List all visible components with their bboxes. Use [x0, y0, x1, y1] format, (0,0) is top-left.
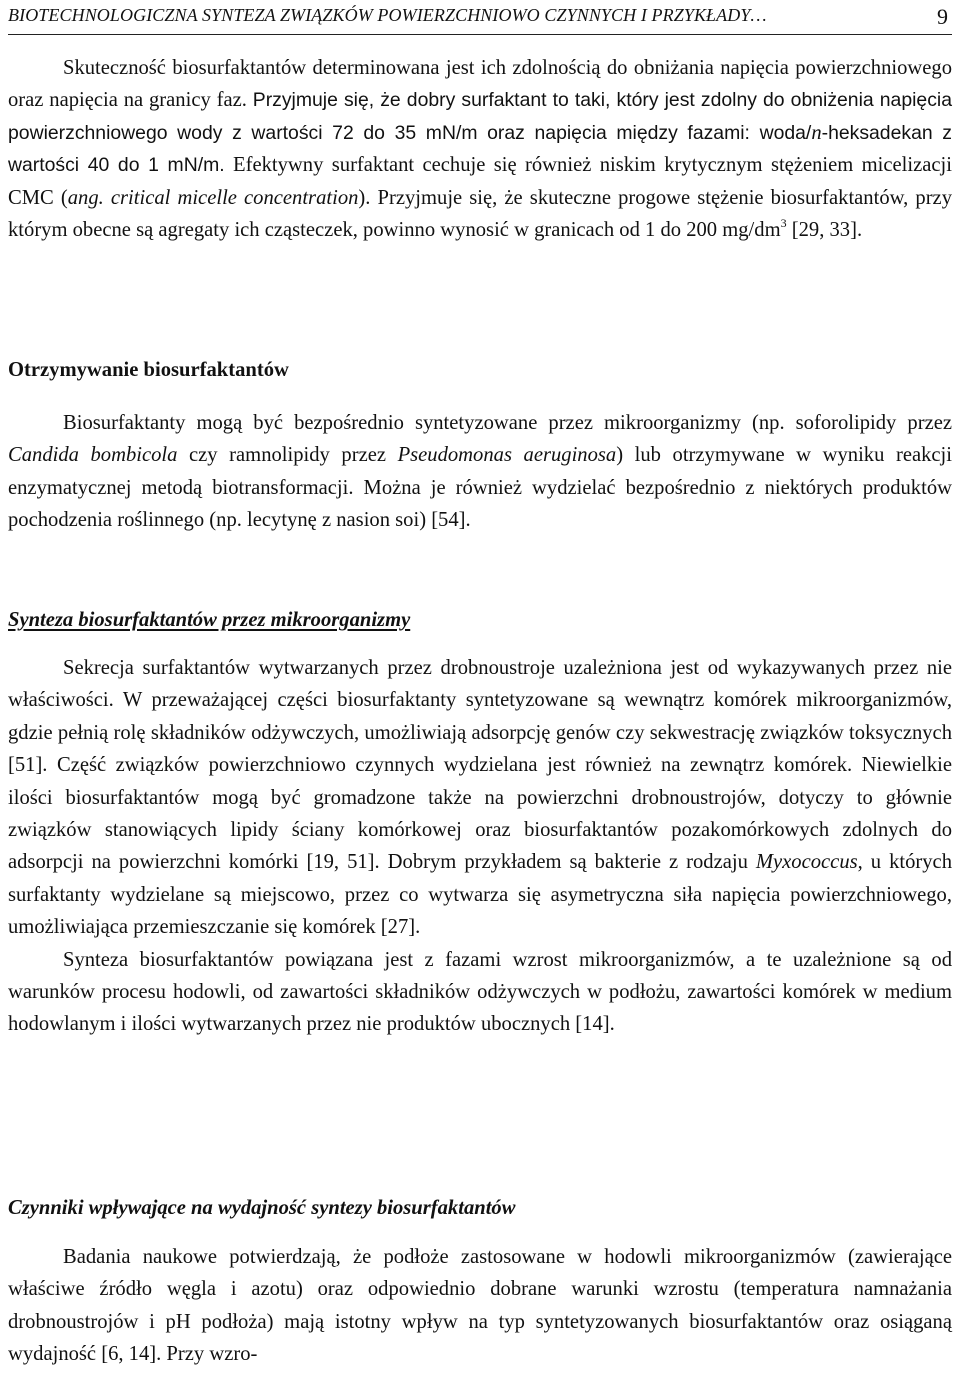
section-obtaining [8, 354, 952, 386]
section-factors [8, 1192, 952, 1224]
heading-factors: Czynniki wpływające na wydajność syntezy biosurfaktantów [8, 1197, 516, 1219]
heading-synthesis: Synteza biosurfaktantów przez mikroorganizmy [8, 609, 411, 631]
section-synthesis-body [8, 652, 952, 1041]
paragraph-effectiveness: Skuteczność biosurfaktantów determinowana jest ich zdolnością do obniżania napięcia powierzchniowego oraz napięcia na granicy faz. Przyjmuje się, że dobry surfaktant to taki, który jest zdolny do obniżenia napięcia powierzchniowego wody z wartości 72 do 35 mN/m oraz napięcia między fazami: woda/n-heksadekan z wartości 40 do 1 mN/m. Efektywny surfaktant cechuje się również niskim krytycznym stężeniem micelizacji CMC (ang. critical micelle concentration). Przyjmuje się, że skuteczne progowe stężenie biosurfaktantów, przy którym obecne są agregaty ich cząsteczek, powinno wynosić w granicach od 1 do 200 $mg/dm^3$ [29, 33]. [8, 57, 953, 242]
running-header [8, 0, 952, 35]
section-synthesis [8, 604, 952, 636]
paragraph-growth-phases: Synteza biosurfaktantów powiązana jest z fazami wzrost mikroorganizmów, a te uzależnione są od warunków procesu hodowli, od zawartości składników odżywczych w podłożu, zawartości komórek w medium hodowlanym i ilości wytwarzanych przez nie produktów ubocznych [14]. [8, 948, 952, 1036]
section-obtaining-body [8, 407, 952, 537]
paragraph-secretion: Sekrecja surfaktantów wytwarzanych przez drobnoustroje uzależniona jest od wykazywanych przez nie właściwości. W przeważającej części biosurfaktanty syntetyzowane są wewnątrz komórek mikroorganizmów, gdzie pełnią rolę składników odżywczych, umożliwiają adsorpcję genów czy sekwestrację związków toksycznych [51]. Część związków powierzchniowo czynnych wydzielana jest również na zewnątrz komórek. Niewielkie ilości biosurfaktantów mogą być gromadzone także na powierzchni drobnoustrojów, dotyczy to głównie związków stanowiących lipidy ściany komórkowej oraz biosurfaktantów pozakomórkowych zdolnych do adsorpcji na powierzchni komórki [19, 51]. Dobrym przykładem są bakterie z rodzaju Myxococcus, u których surfaktanty wydzielane są miejscowo, przez co wytwarza się asymetryczna siła napięcia powierzchniowego, umożliwiająca przemieszczanie się komórek [27]. [8, 657, 952, 939]
paragraph-research: Badania naukowe potwierdzają, że podłoże zastosowane w hodowli mikroorganizmów (zawierające właściwe źródło węgla i azotu) oraz odpowiednio dobrane warunki wzrostu (temperatura namnażania drobnoustrojów i pH podłoża) mają istotny wpływ na typ syntetyzowanych biosurfaktantów oraz osiąganą wydajność [6, 14]. Przy wzro- [8, 1246, 952, 1366]
running-title: BIOTECHNOLOGICZNA SYNTEZA ZWIĄZKÓW POWIERZCHNIOWO CZYNNYCH I PRZYKŁADY… [8, 5, 767, 25]
section-factors-body [8, 1241, 952, 1371]
heading-obtaining: Otrzymywanie biosurfaktantów [8, 359, 289, 381]
intro-block [8, 52, 952, 246]
paragraph-obtaining: Biosurfaktanty mogą być bezpośrednio syntetyzowane przez mikroorganizmy (np. soforolipidy przez Candida bombicola czy ramnolipidy przez Pseudomonas aeruginosa) lub otrzymywane w wyniku reakcji enzymatycznej metodą biotransformacji. Można je również wydzielać bezpośrednio z niektórych produktów pochodzenia roślinnego (np. lecytynę z nasion soi) [54]. [8, 412, 952, 532]
page-number: 9 [937, 4, 948, 29]
